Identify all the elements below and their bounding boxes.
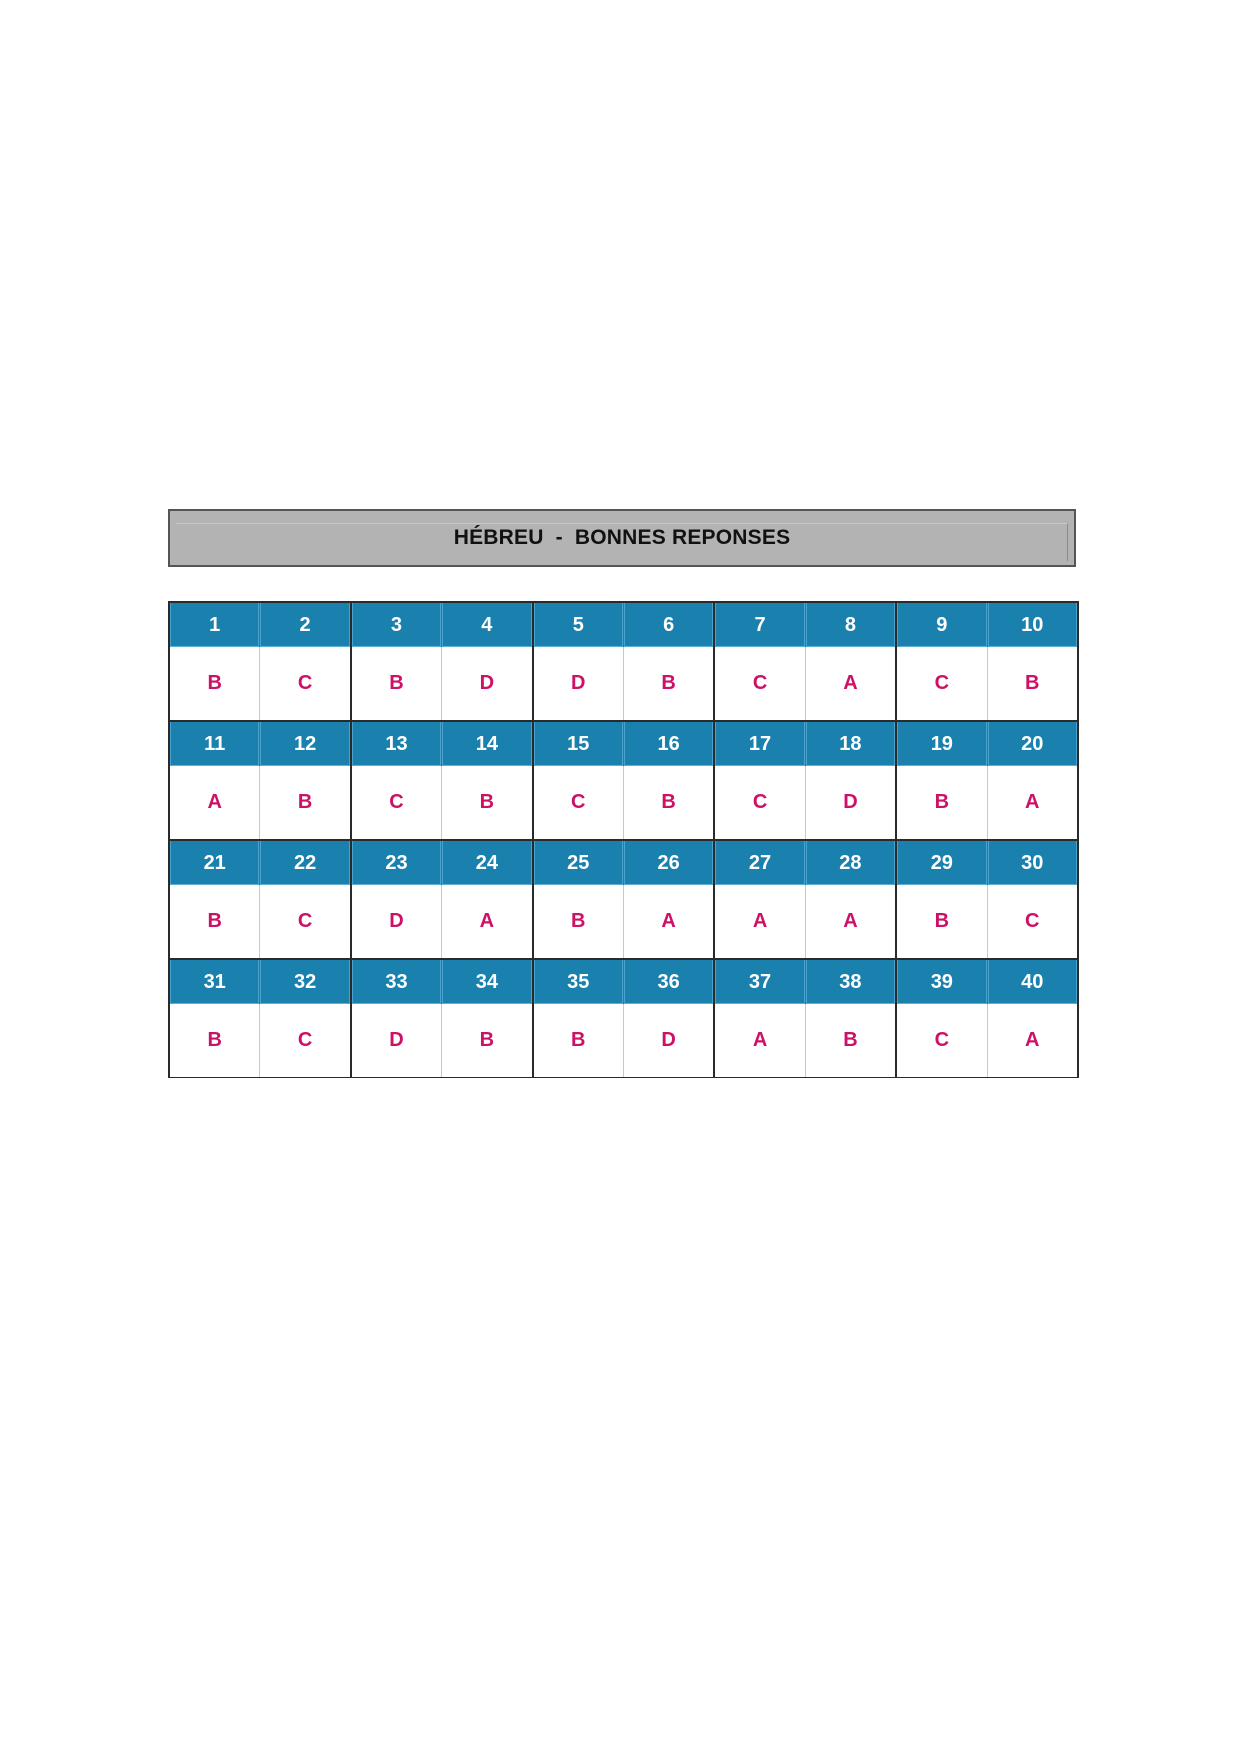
question-number-cell: 25	[533, 840, 624, 885]
question-number-cell: 13	[351, 721, 442, 766]
answer-cell: A	[714, 885, 805, 959]
answer-cell: B	[169, 1004, 260, 1078]
page-title: HÉBREU - BONNES REPONSES	[453, 526, 791, 549]
answer-cell: A	[442, 885, 533, 959]
question-number-cell: 10	[987, 602, 1078, 647]
question-number-cell: 37	[714, 959, 805, 1004]
answer-cell: B	[169, 647, 260, 721]
question-number-cell: 4	[442, 602, 533, 647]
question-number-cell: 2	[260, 602, 351, 647]
question-number-cell: 29	[896, 840, 987, 885]
question-number-cell: 35	[533, 959, 624, 1004]
question-number-cell: 40	[987, 959, 1078, 1004]
question-number-cell: 32	[260, 959, 351, 1004]
answer-cell: B	[351, 647, 442, 721]
answer-cell: C	[714, 766, 805, 840]
answer-cell: B	[533, 885, 624, 959]
answer-cell: C	[714, 647, 805, 721]
answer-cell: B	[442, 1004, 533, 1078]
question-number-cell: 26	[623, 840, 714, 885]
question-number-cell: 6	[623, 602, 714, 647]
question-number-cell: 30	[987, 840, 1078, 885]
question-number-row	[169, 959, 1078, 1004]
question-number-cell: 27	[714, 840, 805, 885]
answer-cell: D	[623, 1004, 714, 1078]
question-number-cell: 11	[169, 721, 260, 766]
answer-cell: B	[260, 766, 351, 840]
question-number-cell: 7	[714, 602, 805, 647]
question-number-cell: 14	[442, 721, 533, 766]
answer-cell: A	[714, 1004, 805, 1078]
answer-cell: D	[533, 647, 624, 721]
answer-cell: A	[805, 885, 896, 959]
question-number-cell: 39	[896, 959, 987, 1004]
question-number-cell: 33	[351, 959, 442, 1004]
question-number-cell: 5	[533, 602, 624, 647]
question-number-cell: 21	[169, 840, 260, 885]
question-number-cell: 8	[805, 602, 896, 647]
answer-cell: B	[442, 766, 533, 840]
answer-cell: B	[805, 1004, 896, 1078]
question-number-cell: 19	[896, 721, 987, 766]
answer-grid-body	[169, 602, 1078, 1078]
answer-row	[169, 1004, 1078, 1078]
question-number-cell: 3	[351, 602, 442, 647]
answer-cell: C	[896, 647, 987, 721]
question-number-cell: 15	[533, 721, 624, 766]
question-number-cell: 34	[442, 959, 533, 1004]
answer-cell: D	[351, 885, 442, 959]
answer-cell: B	[169, 885, 260, 959]
question-number-cell: 28	[805, 840, 896, 885]
answer-cell: C	[260, 885, 351, 959]
question-number-cell: 23	[351, 840, 442, 885]
answer-cell: B	[896, 766, 987, 840]
answer-row	[169, 766, 1078, 840]
question-number-cell: 16	[623, 721, 714, 766]
answer-cell: B	[623, 647, 714, 721]
answer-cell: B	[623, 766, 714, 840]
question-number-cell: 20	[987, 721, 1078, 766]
question-number-cell: 17	[714, 721, 805, 766]
question-number-cell: 9	[896, 602, 987, 647]
title-banner	[168, 509, 1076, 567]
answer-cell: C	[260, 647, 351, 721]
answer-grid	[168, 601, 1079, 1078]
question-number-cell: 22	[260, 840, 351, 885]
answer-cell: D	[351, 1004, 442, 1078]
question-number-cell: 38	[805, 959, 896, 1004]
question-number-cell: 24	[442, 840, 533, 885]
question-number-row	[169, 602, 1078, 647]
answer-cell: C	[260, 1004, 351, 1078]
question-number-cell: 18	[805, 721, 896, 766]
answer-cell: C	[533, 766, 624, 840]
answer-cell: A	[623, 885, 714, 959]
answer-cell: C	[351, 766, 442, 840]
answer-cell: B	[987, 647, 1078, 721]
question-number-cell: 12	[260, 721, 351, 766]
question-number-cell: 31	[169, 959, 260, 1004]
question-number-cell: 1	[169, 602, 260, 647]
answer-row	[169, 885, 1078, 959]
question-number-cell: 36	[623, 959, 714, 1004]
answer-cell: C	[896, 1004, 987, 1078]
question-number-row	[169, 721, 1078, 766]
answer-cell: D	[805, 766, 896, 840]
answer-cell: C	[987, 885, 1078, 959]
answer-cell: D	[442, 647, 533, 721]
answer-row	[169, 647, 1078, 721]
answer-cell: A	[805, 647, 896, 721]
answer-cell: A	[169, 766, 260, 840]
question-number-row	[169, 840, 1078, 885]
answer-cell: B	[533, 1004, 624, 1078]
answer-cell: B	[896, 885, 987, 959]
answer-cell: A	[987, 1004, 1078, 1078]
answer-cell: A	[987, 766, 1078, 840]
